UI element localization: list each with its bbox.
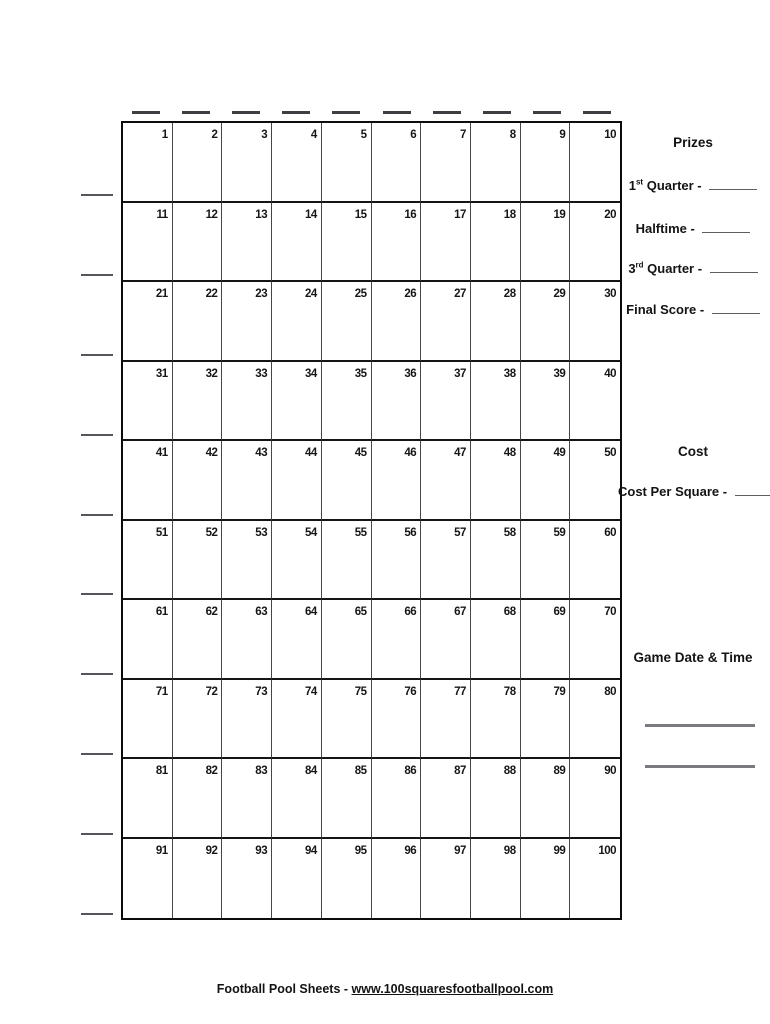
top-blank-line xyxy=(472,111,522,115)
grid-cell-69 xyxy=(521,600,571,680)
cell-number: 40 xyxy=(604,367,616,380)
cell-number: 44 xyxy=(305,447,317,459)
grid-cell-99 xyxy=(521,839,571,919)
cost-blank-line xyxy=(735,485,770,496)
left-blank-line xyxy=(81,121,113,201)
prizes-heading: Prizes xyxy=(673,135,713,150)
cell-number: 97 xyxy=(454,844,466,857)
cell-number: 57 xyxy=(454,526,466,539)
blank-line xyxy=(483,111,511,114)
cell-number: 80 xyxy=(604,685,616,698)
grid-cell-79 xyxy=(521,680,571,760)
grid-cell-74 xyxy=(272,680,322,760)
cell-number: 67 xyxy=(454,606,466,618)
grid-cell-3 xyxy=(222,123,272,203)
grid-cell-14 xyxy=(272,203,322,283)
blank-line xyxy=(81,194,113,196)
cell-number: 98 xyxy=(503,844,516,857)
grid-cell-57 xyxy=(421,521,471,601)
cell-number: 100 xyxy=(598,844,616,857)
grid-cell-37 xyxy=(421,362,471,442)
grid-cell-22 xyxy=(173,282,223,362)
cell-number: 37 xyxy=(454,367,466,380)
grid-cell-72 xyxy=(173,680,223,760)
cell-number: 63 xyxy=(255,606,268,618)
grid-cell-35 xyxy=(322,362,372,442)
grid-cell-6 xyxy=(372,123,422,203)
footer xyxy=(0,982,770,996)
cell-number: 2 xyxy=(211,129,218,141)
cell-number: 13 xyxy=(255,208,268,221)
prize-blank-first-quarter xyxy=(709,179,757,190)
grid-cell-80 xyxy=(570,680,620,760)
grid-cell-38 xyxy=(471,362,521,442)
cell-number: 51 xyxy=(155,526,168,539)
cell-number: 78 xyxy=(503,685,516,698)
blank-line xyxy=(332,111,360,114)
top-blank-line xyxy=(572,111,622,115)
grid-cell-97 xyxy=(421,839,471,919)
left-blank-line xyxy=(81,281,113,361)
cell-number: 20 xyxy=(604,208,616,221)
grid-cell-49 xyxy=(521,441,571,521)
left-blank-line xyxy=(81,680,113,760)
cell-number: 50 xyxy=(604,447,616,459)
blank-line xyxy=(533,111,561,114)
grid-cell-31 xyxy=(123,362,173,442)
cell-number: 27 xyxy=(454,288,466,300)
grid-cell-32 xyxy=(173,362,223,442)
grid-cell-18 xyxy=(471,203,521,283)
grid-cell-90 xyxy=(570,759,620,839)
grid-cell-54 xyxy=(272,521,322,601)
cell-number: 96 xyxy=(404,844,417,857)
cell-number: 31 xyxy=(155,367,168,380)
grid-cell-94 xyxy=(272,839,322,919)
prize-row-final-score xyxy=(618,300,768,317)
grid-cell-13 xyxy=(222,203,272,283)
cell-number: 69 xyxy=(553,606,566,618)
grid-cell-23 xyxy=(222,282,272,362)
cell-number: 25 xyxy=(354,288,367,300)
grid-cell-76 xyxy=(372,680,422,760)
top-blank-line xyxy=(221,111,271,115)
cell-number: 34 xyxy=(305,367,317,380)
grid-cell-98 xyxy=(471,839,521,919)
grid-cell-48 xyxy=(471,441,521,521)
cell-number: 5 xyxy=(360,129,367,141)
grid-cell-27 xyxy=(421,282,471,362)
grid-cell-45 xyxy=(322,441,372,521)
blank-line xyxy=(383,111,411,114)
grid-cell-36 xyxy=(372,362,422,442)
cell-number: 42 xyxy=(205,447,218,459)
cell-number: 14 xyxy=(305,208,317,221)
grid-cell-93 xyxy=(222,839,272,919)
cell-number: 89 xyxy=(553,765,566,777)
cell-number: 43 xyxy=(255,447,268,459)
blank-line xyxy=(583,111,611,114)
left-blank-lines xyxy=(81,121,113,920)
grid-cell-96 xyxy=(372,839,422,919)
cell-number: 87 xyxy=(454,765,466,777)
grid-cell-88 xyxy=(471,759,521,839)
grid-cell-44 xyxy=(272,441,322,521)
grid-cell-46 xyxy=(372,441,422,521)
grid-cell-77 xyxy=(421,680,471,760)
cell-number: 36 xyxy=(404,367,417,380)
grid-cell-86 xyxy=(372,759,422,839)
cell-number: 71 xyxy=(155,685,168,698)
cell-number: 92 xyxy=(205,844,218,857)
grid-cell-62 xyxy=(173,600,223,680)
cell-number: 62 xyxy=(205,606,218,618)
cell-number: 75 xyxy=(354,685,367,698)
left-blank-line xyxy=(81,361,113,441)
prize-blank-final-score xyxy=(712,303,760,314)
grid-cell-33 xyxy=(222,362,272,442)
left-blank-line xyxy=(81,840,113,920)
cell-number: 32 xyxy=(205,367,218,380)
cell-number: 77 xyxy=(454,685,466,698)
blank-line xyxy=(182,111,210,114)
grid-cell-60 xyxy=(570,521,620,601)
cell-number: 22 xyxy=(205,288,218,300)
cell-number: 54 xyxy=(305,526,317,539)
grid-cell-58 xyxy=(471,521,521,601)
grid-cell-65 xyxy=(322,600,372,680)
cell-number: 6 xyxy=(410,129,417,141)
blank-line xyxy=(81,514,113,516)
grid-cell-84 xyxy=(272,759,322,839)
cell-number: 17 xyxy=(454,208,466,221)
grid-cell-34 xyxy=(272,362,322,442)
grid-cell-30 xyxy=(570,282,620,362)
grid-cell-52 xyxy=(173,521,223,601)
grid-cell-61 xyxy=(123,600,173,680)
top-blank-lines xyxy=(121,111,622,115)
left-blank-line xyxy=(81,600,113,680)
grid-cell-70 xyxy=(570,600,620,680)
cell-number: 28 xyxy=(503,288,516,300)
cell-number: 72 xyxy=(205,685,218,698)
grid-cell-19 xyxy=(521,203,571,283)
cell-number: 84 xyxy=(305,765,317,777)
prize-label-final-score: Final Score - xyxy=(626,302,708,318)
cell-number: 33 xyxy=(255,367,268,380)
prize-blank-halftime xyxy=(702,222,750,233)
grid-cell-47 xyxy=(421,441,471,521)
grid-cell-7 xyxy=(421,123,471,203)
grid-cell-83 xyxy=(222,759,272,839)
grid-cell-51 xyxy=(123,521,173,601)
grid-cell-81 xyxy=(123,759,173,839)
cell-number: 12 xyxy=(205,208,218,221)
grid-cell-41 xyxy=(123,441,173,521)
cell-number: 9 xyxy=(559,129,566,141)
left-blank-line xyxy=(81,441,113,521)
cell-number: 4 xyxy=(310,129,317,141)
cell-number: 19 xyxy=(553,208,566,221)
grid-cell-50 xyxy=(570,441,620,521)
cell-number: 53 xyxy=(255,526,268,539)
grid-cell-78 xyxy=(471,680,521,760)
cell-number: 56 xyxy=(404,526,417,539)
cell-number: 46 xyxy=(404,447,417,459)
prize-label-first-quarter: 1st Quarter - xyxy=(628,178,706,194)
cell-number: 47 xyxy=(454,447,466,459)
cell-number: 29 xyxy=(553,288,566,300)
prize-label-halftime: Halftime - xyxy=(635,221,699,237)
grid-cell-63 xyxy=(222,600,272,680)
blank-line xyxy=(282,111,310,114)
pool-grid xyxy=(121,121,622,920)
cell-number: 60 xyxy=(604,526,616,539)
top-blank-line xyxy=(121,111,171,115)
grid-cell-1 xyxy=(123,123,173,203)
grid-cell-21 xyxy=(123,282,173,362)
cell-number: 74 xyxy=(305,685,317,698)
blank-line xyxy=(433,111,461,114)
cell-number: 41 xyxy=(155,447,168,459)
cell-number: 45 xyxy=(354,447,367,459)
grid-cell-42 xyxy=(173,441,223,521)
cell-number: 15 xyxy=(354,208,367,221)
cell-number: 82 xyxy=(205,765,218,777)
blank-line xyxy=(132,111,160,114)
blank-line xyxy=(81,593,113,595)
left-blank-line xyxy=(81,201,113,281)
prize-blank-third-quarter xyxy=(710,262,758,273)
cell-number: 49 xyxy=(553,447,566,459)
cell-number: 59 xyxy=(553,526,566,539)
cell-number: 58 xyxy=(503,526,516,539)
grid-cell-11 xyxy=(123,203,173,283)
cell-number: 61 xyxy=(155,606,168,618)
grid-cell-26 xyxy=(372,282,422,362)
cell-number: 95 xyxy=(354,844,367,857)
grid-cell-75 xyxy=(322,680,372,760)
grid-cell-24 xyxy=(272,282,322,362)
top-blank-line xyxy=(522,111,572,115)
cell-number: 66 xyxy=(404,606,417,618)
top-blank-line xyxy=(171,111,221,115)
prize-row-first-quarter xyxy=(618,176,768,193)
cell-number: 55 xyxy=(354,526,367,539)
blank-line xyxy=(232,111,260,114)
game-date-blank-line-2 xyxy=(645,765,755,768)
cell-number: 64 xyxy=(305,606,317,618)
grid-cell-56 xyxy=(372,521,422,601)
left-blank-line xyxy=(81,521,113,601)
cell-number: 18 xyxy=(503,208,516,221)
grid-cell-95 xyxy=(322,839,372,919)
cell-number: 86 xyxy=(404,765,417,777)
sidebar xyxy=(618,0,768,1024)
blank-line xyxy=(81,354,113,356)
top-blank-line xyxy=(271,111,321,115)
grid-cell-10 xyxy=(570,123,620,203)
grid-cell-20 xyxy=(570,203,620,283)
grid-cell-92 xyxy=(173,839,223,919)
game-date-time-heading: Game Date & Time xyxy=(633,650,753,665)
grid-cell-53 xyxy=(222,521,272,601)
grid-cell-8 xyxy=(471,123,521,203)
grid-cell-59 xyxy=(521,521,571,601)
cell-number: 93 xyxy=(255,844,268,857)
grid-cell-100 xyxy=(570,839,620,919)
grid-cell-15 xyxy=(322,203,372,283)
cell-number: 81 xyxy=(155,765,168,777)
grid-cell-55 xyxy=(322,521,372,601)
grid-cell-87 xyxy=(421,759,471,839)
grid-cell-89 xyxy=(521,759,571,839)
prize-label-third-quarter: 3rd Quarter - xyxy=(628,261,706,277)
cell-number: 23 xyxy=(255,288,268,300)
cell-number: 16 xyxy=(404,208,417,221)
cell-number: 91 xyxy=(155,844,168,857)
grid-cell-66 xyxy=(372,600,422,680)
grid-cell-29 xyxy=(521,282,571,362)
cell-number: 52 xyxy=(205,526,218,539)
cell-number: 8 xyxy=(509,129,516,141)
cell-number: 1 xyxy=(161,129,168,141)
cell-number: 94 xyxy=(305,844,317,857)
cell-number: 11 xyxy=(156,208,168,221)
grid-cell-82 xyxy=(173,759,223,839)
cell-number: 21 xyxy=(155,288,168,300)
grid-cell-25 xyxy=(322,282,372,362)
grid-cell-40 xyxy=(570,362,620,442)
blank-line xyxy=(81,274,113,276)
cell-number: 83 xyxy=(255,765,268,777)
prize-row-halftime xyxy=(618,219,768,236)
blank-line xyxy=(81,673,113,675)
cell-number: 26 xyxy=(404,288,417,300)
cell-number: 79 xyxy=(553,685,566,698)
footer-link[interactable]: www.100squaresfootballpool.com xyxy=(351,982,554,996)
cost-row xyxy=(618,485,768,499)
blank-line xyxy=(81,434,113,436)
cell-number: 38 xyxy=(503,367,516,380)
game-date-blank-line-1 xyxy=(645,724,755,727)
blank-line xyxy=(81,913,113,915)
grid-cell-64 xyxy=(272,600,322,680)
top-blank-line xyxy=(371,111,421,115)
cell-number: 90 xyxy=(604,765,616,777)
grid-cell-28 xyxy=(471,282,521,362)
left-blank-line xyxy=(81,760,113,840)
cost-label: Cost Per Square - xyxy=(618,484,731,499)
grid-cell-4 xyxy=(272,123,322,203)
cell-number: 73 xyxy=(255,685,268,698)
cell-number: 85 xyxy=(354,765,367,777)
cell-number: 68 xyxy=(503,606,516,618)
grid-cell-9 xyxy=(521,123,571,203)
grid-cell-12 xyxy=(173,203,223,283)
grid-cell-2 xyxy=(173,123,223,203)
cell-number: 70 xyxy=(604,606,616,618)
cell-number: 35 xyxy=(354,367,367,380)
cell-number: 88 xyxy=(503,765,516,777)
grid-cell-73 xyxy=(222,680,272,760)
cost-heading: Cost xyxy=(678,444,708,459)
grid-cell-17 xyxy=(421,203,471,283)
cell-number: 30 xyxy=(604,288,616,300)
prize-row-third-quarter xyxy=(618,259,768,276)
cell-number: 10 xyxy=(604,129,616,141)
cell-number: 39 xyxy=(553,367,566,380)
grid-cell-71 xyxy=(123,680,173,760)
cell-number: 65 xyxy=(354,606,367,618)
grid-cell-67 xyxy=(421,600,471,680)
top-blank-line xyxy=(422,111,472,115)
cell-number: 48 xyxy=(503,447,516,459)
top-blank-line xyxy=(321,111,371,115)
blank-line xyxy=(81,833,113,835)
grid-cell-39 xyxy=(521,362,571,442)
grid-cell-68 xyxy=(471,600,521,680)
cell-number: 3 xyxy=(261,129,268,141)
cell-number: 24 xyxy=(305,288,317,300)
grid-cell-91 xyxy=(123,839,173,919)
grid-cell-5 xyxy=(322,123,372,203)
footer-text: Football Pool Sheets - xyxy=(216,982,352,996)
grid-cell-16 xyxy=(372,203,422,283)
cell-number: 76 xyxy=(404,685,417,698)
grid-cell-43 xyxy=(222,441,272,521)
blank-line xyxy=(81,753,113,755)
cell-number: 99 xyxy=(553,844,566,857)
cell-number: 7 xyxy=(459,129,466,141)
grid-cell-85 xyxy=(322,759,372,839)
